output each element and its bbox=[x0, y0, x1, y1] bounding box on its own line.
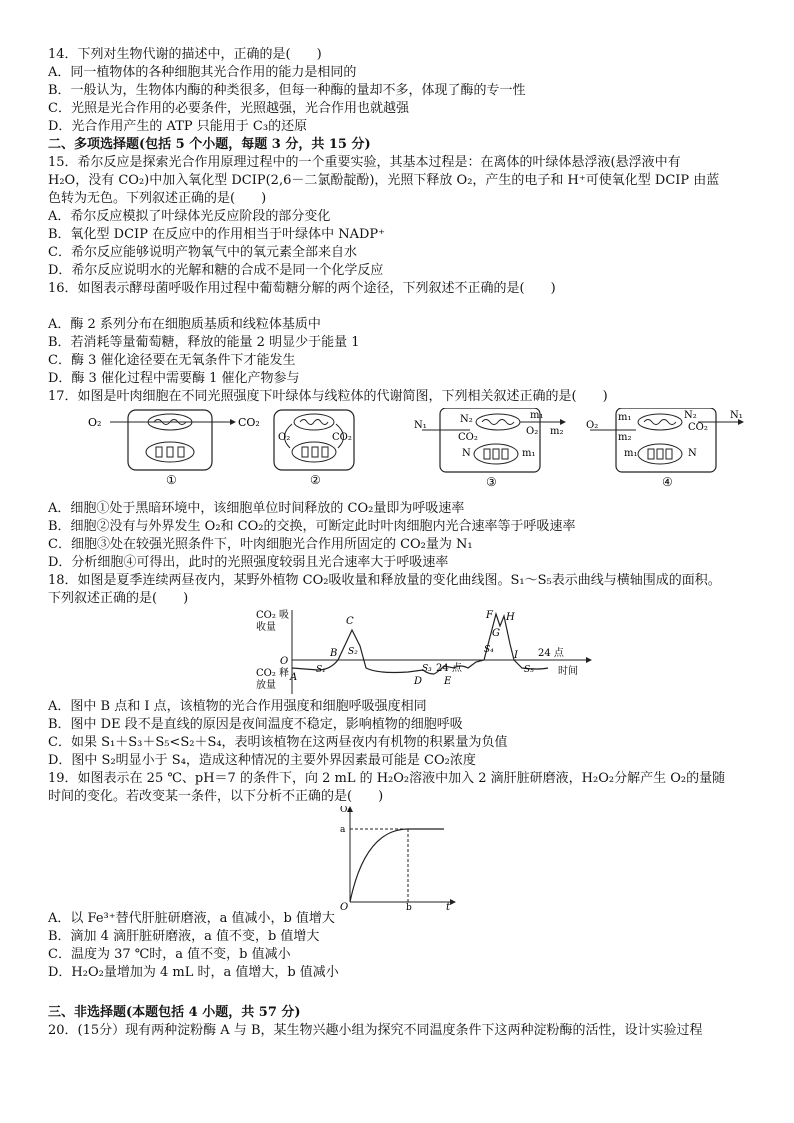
ylabel: O₂ bbox=[340, 806, 351, 815]
option-c: C．光照是光合作用的必要条件，光照越强，光合作用也就越强 bbox=[48, 101, 409, 116]
area-s3: S₃ bbox=[422, 664, 432, 674]
option-a: A．图中 B 点和 I 点，该植物的光合作用强度和细胞呼吸强度相同 bbox=[48, 699, 427, 714]
cell-3 bbox=[414, 408, 566, 489]
question-stem: 19．如图表示在 25 ℃、pH＝7 的条件下，向 2 mL 的 H₂O₂溶液中加入 2 滴肝脏研磨液，H₂O₂分解产生 O₂的量随 bbox=[48, 771, 726, 786]
o2-label: O₂ bbox=[88, 416, 102, 429]
q17-cell-diagram bbox=[48, 408, 758, 492]
point-b: B bbox=[330, 648, 338, 659]
question-stem: 17．如图是叶肉细胞在不同光照强度下叶绿体与线粒体的代谢简图，下列相关叙述正确的是( ) bbox=[48, 389, 608, 404]
co2-label: CO₂ bbox=[458, 432, 478, 443]
document-page bbox=[48, 46, 758, 1040]
cell-label: ③ bbox=[486, 475, 497, 489]
m-label: m₁ bbox=[624, 448, 638, 459]
question-15 bbox=[48, 154, 758, 280]
area-s2: S₂ bbox=[348, 647, 358, 657]
question-16 bbox=[48, 280, 758, 388]
area-s5: S₅ bbox=[524, 665, 534, 675]
question-20-stem: 20．(15分）现有两种淀粉酶 A 与 B，某生物兴趣小组为探究不同温度条件下这两种淀粉酶的活性，设计实验过程 bbox=[48, 1023, 703, 1038]
area-s1: S₁ bbox=[316, 665, 326, 675]
question-stem: 16．如图表示酵母菌呼吸作用过程中葡萄糖分解的两个途径，下列叙述不正确的是( ) bbox=[48, 281, 556, 296]
m2-label: m₂ bbox=[618, 432, 632, 443]
t-label: t bbox=[446, 902, 451, 910]
point-h: H bbox=[506, 612, 515, 623]
option-b: B．细胞②没有与外界发生 O₂和 CO₂的交换，可断定此时叶肉细胞内光合速率等于呼吸速率 bbox=[48, 519, 576, 534]
cell-1 bbox=[88, 410, 260, 487]
question-stem: 14．下列对生物代谢的描述中，正确的是( ) bbox=[48, 47, 322, 62]
co2-label: CO₂ bbox=[238, 416, 260, 429]
n-label: N bbox=[462, 448, 471, 459]
option-d: D．希尔反应说明水的光解和糖的合成不是同一个化学反应 bbox=[48, 263, 384, 278]
point-d: D bbox=[414, 676, 423, 687]
question-17 bbox=[48, 388, 758, 572]
ylabel-top: 收量 bbox=[256, 622, 276, 633]
question-19 bbox=[48, 770, 758, 982]
m2-label: m₂ bbox=[550, 426, 564, 437]
section-heading: 三、非选择题(本题包括 4 小题，共 57 分) bbox=[48, 1005, 301, 1020]
m1-label: m₁ bbox=[530, 410, 544, 421]
question-stem: 色转为无色。下列叙述正确的是( ) bbox=[48, 191, 267, 206]
o2-label: O₂ bbox=[526, 426, 539, 437]
cell-label: ② bbox=[310, 473, 321, 487]
option-c: C．希尔反应能够说明产物氧气中的氧元素全部来自水 bbox=[48, 245, 357, 260]
xlabel: 时间 bbox=[558, 666, 578, 677]
point-c: C bbox=[346, 616, 354, 627]
option-b: B．滴加 4 滴肝脏研磨液，a 值不变，b 值增大 bbox=[48, 929, 320, 944]
tick-24: 24 点 bbox=[436, 663, 462, 674]
o2-curve bbox=[350, 829, 444, 902]
co2-curve bbox=[292, 614, 548, 674]
q18-co2-curve bbox=[48, 608, 758, 698]
ylabel-bottom: CO₂ 释 bbox=[256, 668, 290, 679]
question-stem: 15．希尔反应是探索光合作用原理过程中的一个重要实验，其基本过程是：在离体的叶绿体悬浮液(悬浮液中有 bbox=[48, 155, 681, 170]
point-i: I bbox=[514, 650, 518, 661]
question-14 bbox=[48, 46, 758, 136]
question-stem: 时间的变化。若改变某一条件，以下分析不正确的是( ) bbox=[48, 789, 384, 804]
n2-label: N₂ bbox=[684, 410, 697, 421]
origin-label: O bbox=[280, 656, 289, 667]
cell-4 bbox=[586, 408, 744, 489]
b-label: b bbox=[406, 903, 412, 910]
point-f: F bbox=[486, 610, 493, 621]
ylabel-top: CO₂ 吸 bbox=[256, 610, 290, 621]
option-d: D．H₂O₂量增加为 4 mL 时，a 值增大，b 值减小 bbox=[48, 965, 339, 980]
area-s4: S₄ bbox=[484, 645, 494, 655]
m-label: m₁ bbox=[522, 448, 536, 459]
o2-label: O₂ bbox=[586, 420, 599, 431]
o2-label: O₂ bbox=[278, 432, 291, 443]
figure-placeholder bbox=[48, 298, 758, 316]
question-stem: 18．如图是夏季连续两昼夜内，某野外植物 CO₂吸收量和释放量的变化曲线图。S₁～S₅表示曲线与横轴围成的面积。 bbox=[48, 573, 721, 588]
cell-label: ① bbox=[166, 473, 177, 487]
option-c: C．温度为 37 ℃时，a 值不变，b 值减小 bbox=[48, 947, 291, 962]
m1-label: m₁ bbox=[618, 412, 632, 423]
option-a: A．酶 2 系列分布在细胞质基质和线粒体基质中 bbox=[48, 317, 321, 332]
co2-label: CO₂ bbox=[332, 432, 352, 443]
option-c: C．酶 3 催化途径要在无氧条件下才能发生 bbox=[48, 353, 296, 368]
option-c: C．如果 S₁＋S₃＋S₅<S₂＋S₄，表明该植物在这两昼夜内有机物的积累量为负值 bbox=[48, 735, 508, 750]
question-stem: H₂O，没有 CO₂)中加入氧化型 DCIP(2,6－二氯酚靛酚)，光照下释放 O₂，产生的电子和 H⁺可使氧化型 DCIP 由蓝 bbox=[48, 173, 720, 188]
option-a: A．同一植物体的各种细胞其光合作用的能力是相同的 bbox=[48, 65, 357, 80]
option-b: B．一般认为，生物体内酶的种类很多，但每一种酶的量却不多，体现了酶的专一性 bbox=[48, 83, 526, 98]
point-e: E bbox=[444, 676, 452, 687]
tick-24: 24 点 bbox=[538, 648, 564, 659]
point-a: A bbox=[290, 672, 298, 683]
option-a: A．细胞①处于黑暗环境中，该细胞单位时间释放的 CO₂量即为呼吸速率 bbox=[48, 501, 465, 516]
question-18 bbox=[48, 572, 758, 770]
n-label: N bbox=[688, 448, 697, 459]
option-b: B．图中 DE 段不是直线的原因是夜间温度不稳定，影响植物的细胞呼吸 bbox=[48, 717, 463, 732]
option-d: D．图中 S₂明显小于 S₄，造成这种情况的主要外界因素最可能是 CO₂浓度 bbox=[48, 753, 476, 768]
option-d: D．光合作用产生的 ATP 只能用于 C₃的还原 bbox=[48, 119, 308, 134]
option-c: C．细胞③处在较强光照条件下，叶肉细胞光合作用所固定的 CO₂量为 N₁ bbox=[48, 537, 473, 552]
n2-label: N₂ bbox=[460, 414, 473, 425]
question-stem: 下列叙述正确的是( ) bbox=[48, 591, 189, 606]
option-b: B．若消耗等量葡萄糖，释放的能量 2 明显少于能量 1 bbox=[48, 335, 360, 350]
section-heading: 二、多项选择题(包括 5 个小题，每题 3 分，共 15 分) bbox=[48, 137, 371, 152]
a-label: a bbox=[340, 825, 346, 835]
option-d: D．分析细胞④可得出，此时的光照强度较弱且光合速率大于呼吸速率 bbox=[48, 555, 449, 570]
option-a: A．以 Fe³⁺替代肝脏研磨液，a 值减小，b 值增大 bbox=[48, 911, 335, 926]
cell-2 bbox=[274, 410, 354, 487]
point-g: G bbox=[492, 628, 500, 639]
option-a: A．希尔反应模拟了叶绿体光反应阶段的部分变化 bbox=[48, 209, 331, 224]
ylabel-bottom: 放量 bbox=[256, 680, 276, 691]
origin-label: O bbox=[340, 902, 349, 910]
option-b: B．氧化型 DCIP 在反应中的作用相当于叶绿体中 NADP⁺ bbox=[48, 227, 385, 242]
q19-o2-curve bbox=[48, 806, 758, 910]
option-d: D．酶 3 催化过程中需要酶 1 催化产物参与 bbox=[48, 371, 300, 386]
n1-label: N₁ bbox=[414, 420, 427, 431]
n1-label: N₁ bbox=[730, 410, 743, 421]
cell-label: ④ bbox=[662, 475, 673, 489]
co2-label: CO₂ bbox=[688, 422, 708, 433]
